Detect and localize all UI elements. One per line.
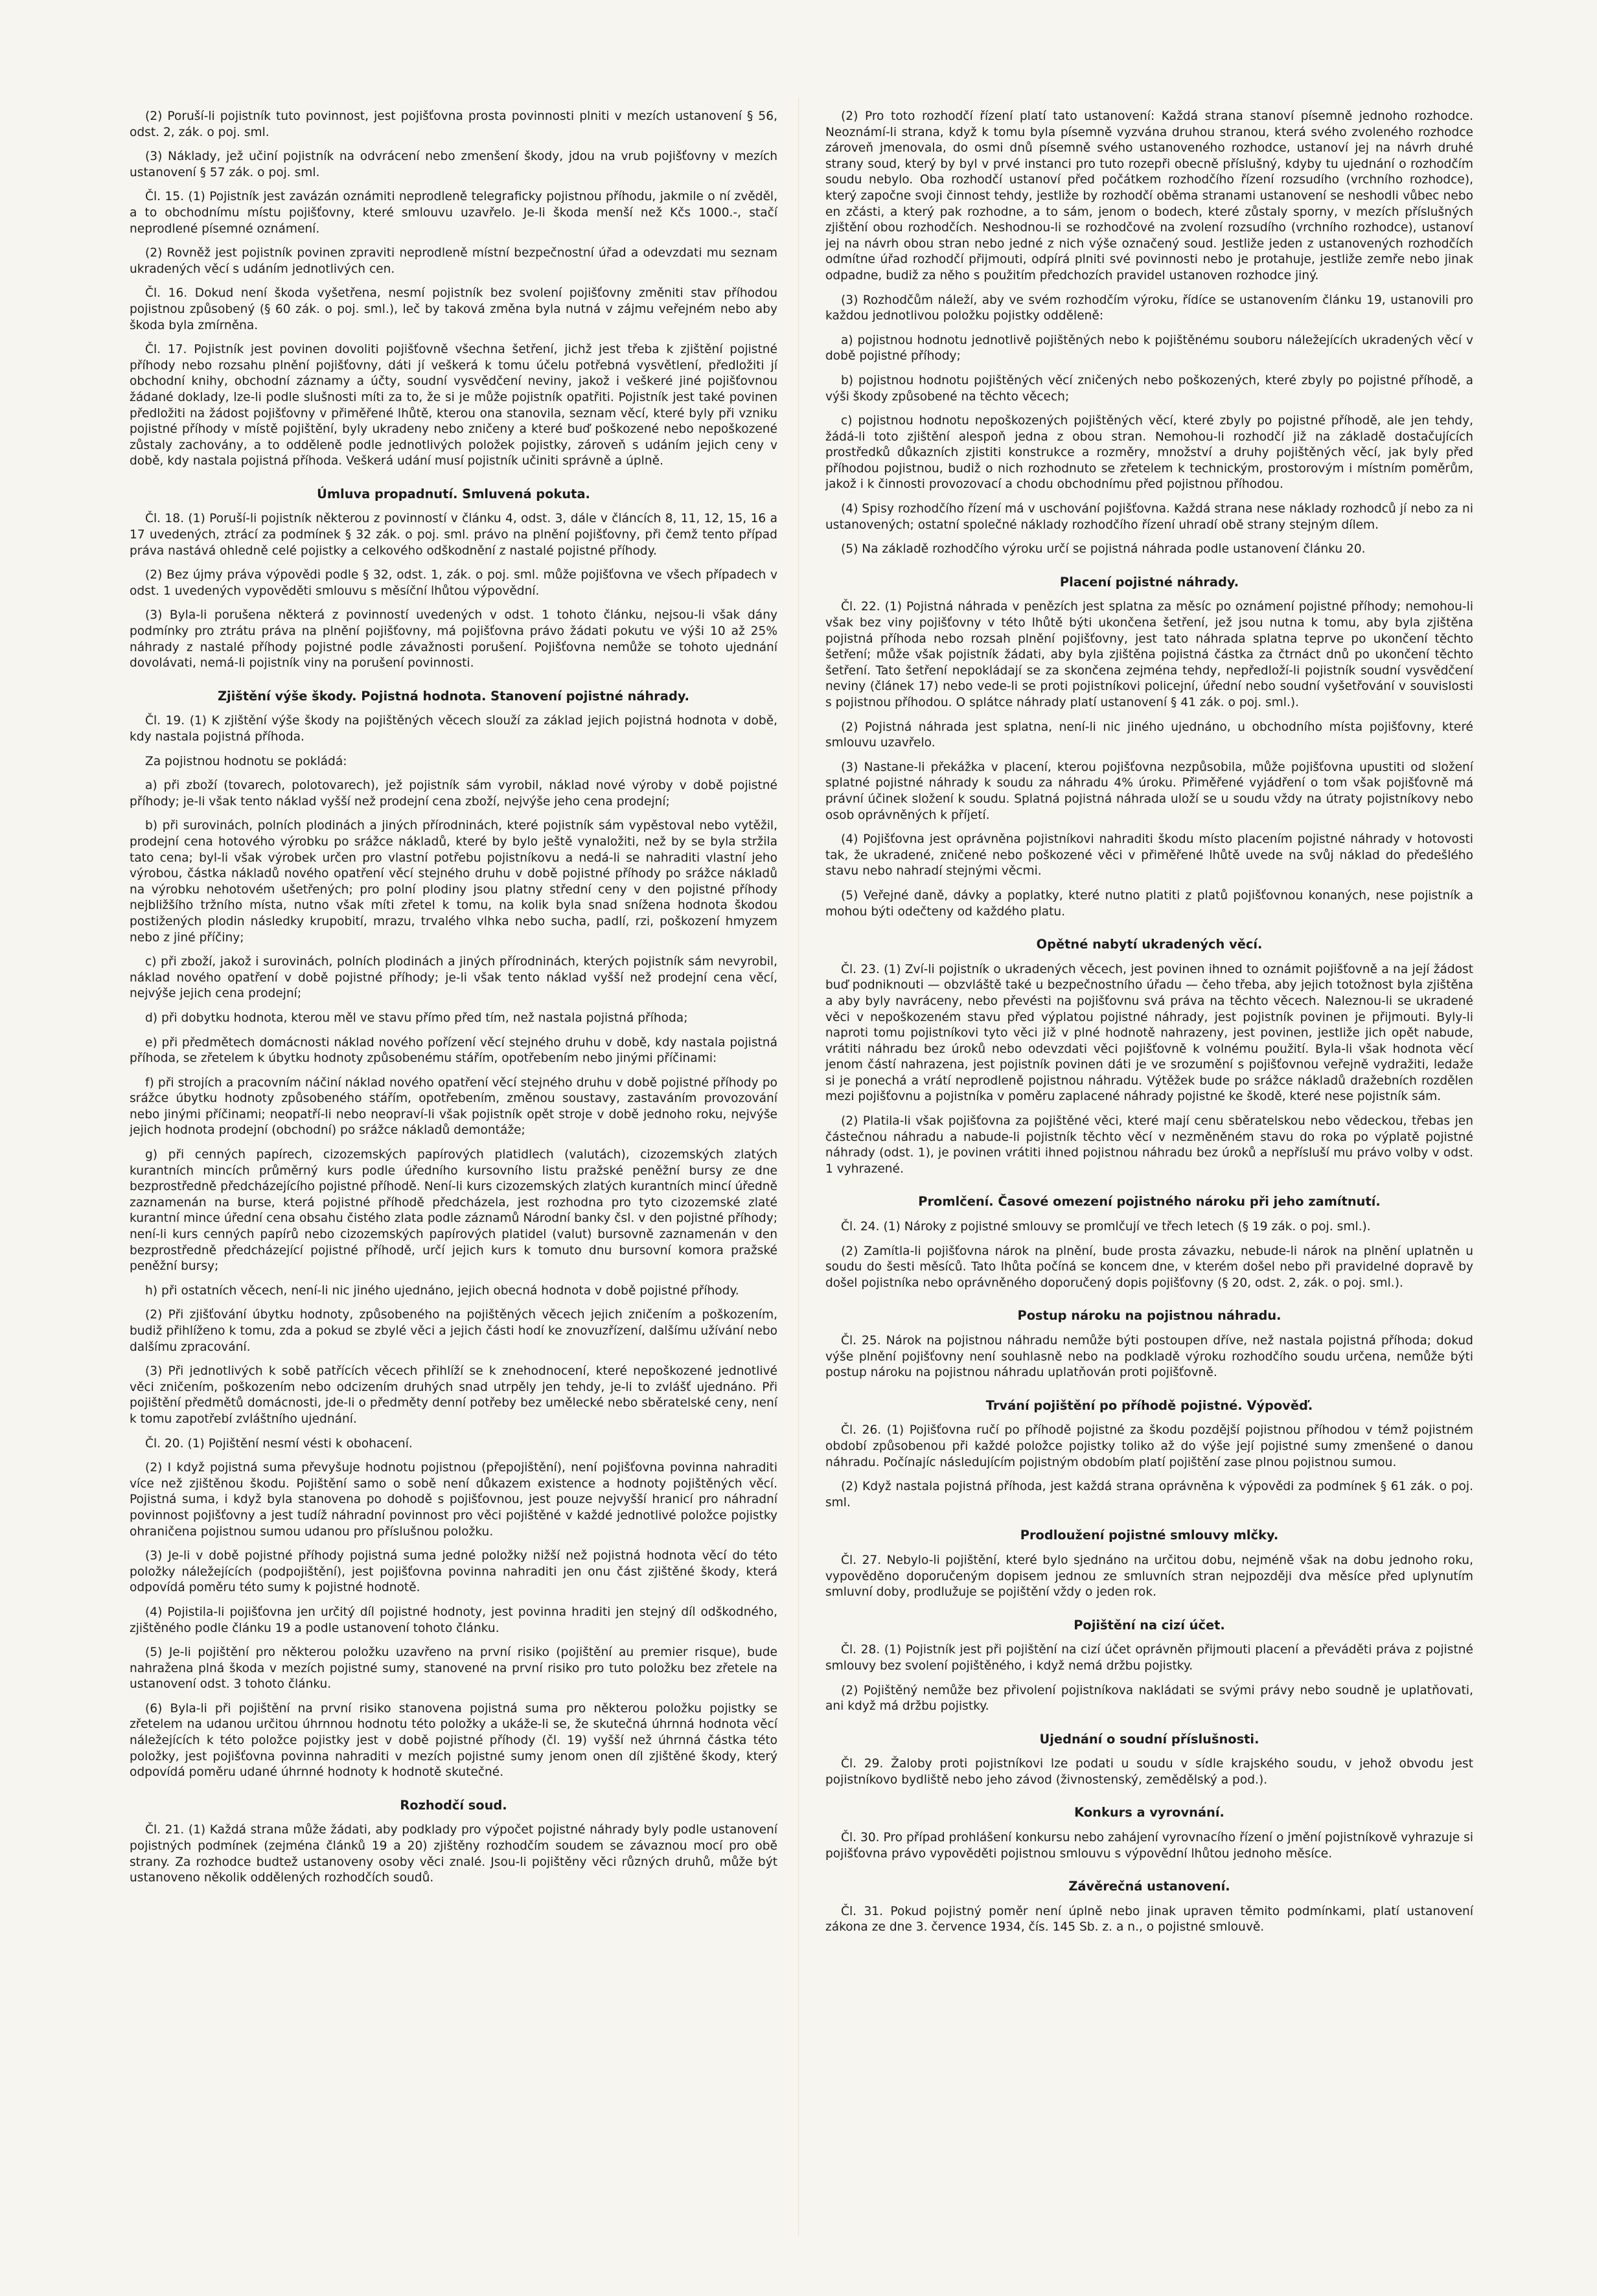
section-heading: Rozhodčí soud. [400,1797,507,1813]
paragraph: Čl. 20. (1) Pojištění nesmí vésti k obohacení. [145,1436,413,1451]
paragraph: e) při předmětech domácnosti náklad nového pořízení věcí stejného druhu v době, kdy nastala pojistná příhoda, se zřetelem k úbytku hodnoty způsobenému stářím, opotřebením nebo jinými příčinami: [130,1035,777,1066]
paragraph: (3) Náklady, jež učiní pojistník na odvrácení nebo zmenšení škody, jdou na vrub pojišťovny v mezích ustanovení § 57 zák. o poj. sml. [130,150,777,179]
paragraph: Čl. 18. (1) Poruší-li pojistník některou z povinností v článku 4, odst. 3, dále v článcích 8, 11, 12, 15, 16 a 17 uvedených, ztrácí za podmínek § 32 zák. o poj. sml. právo na plnění pojišťovny, při čemž tento případ práva nastává ohledně celé pojistky a celkového odškodnění z nastalé pojistné příhody. [130,512,777,558]
paragraph: Čl. 19. (1) K zjištění výše škody na pojištěných věcech slouží za základ jejich pojistná hodnota v době, kdy nastala pojistná příhoda. [130,714,777,744]
paragraph: Čl. 26. (1) Pojišťovna ručí po příhodě pojistné za škodu pozdější pojistnou příhodou v témž pojistném období způsobenou při každé položce pojistky toliko až do výše její pojistné sumy zmenšené o danou náhradu. Počínajíc následujícím pojistným obdobím platí pojištění zase plnou pojistnou sumou. [825,1423,1473,1469]
paragraph: (3) Nastane-li překážka v placení, kterou pojišťovna nezpůsobila, může pojišťovna upustiti od složení splatné pojistné náhrady k soudu za náhradu 4% úroku. Přiměřené vyjádření o tom však pojišťovně má právní účinek složení k soudu. Splatná pojistná náhrada uloží se u soudu vždy na útraty pojistníkovy nebo osob oprávněných k příjetí. [825,760,1473,822]
section-heading: Placení pojistné náhrady. [1059,574,1239,590]
paragraph: Čl. 17. Pojistník jest povinen dovoliti pojišťovně všechna šetření, jichž jest třeba k zjištění pojistné příhody nebo rozsahu plnění pojišťovny, dáti jí veškerá k tomu účelu potřebná vysvětlení, předložiti jí obchodní knihy, obchodní záznamy a účty, soudní vysvědčení neviny, jakož i veškeré jiné pojišťovnou žádané doklady, lze-li podle slušnosti míti za to, že si je může pojistník opatřiti. Pojistník jest také povinen předložiti na žádost pojišťovny v přiměřené lhůtě, kterou ona stanovila, seznam věcí, které byly při vzniku pojistné příhody v místě pojištění, byly ukradeny nebo zničeny a které buď poškozené nebo nepoškozené zůstaly zachovány, a to odděleně podle jednotlivých položek pojistky, zároveň s udáním jejich ceny v době, kdy nastala pojistná příhoda. Veškerá udání musí pojistník učiniti správně a úplně. [130,343,777,468]
section-heading: Zjištění výše škody. Pojistná hodnota. Stanovení pojistné náhrady. [217,688,690,704]
column-divider [798,97,799,2235]
paragraph: (3) Byla-li porušena některá z povinností uvedených v odst. 1 tohoto článku, nejsou-li však dány podmínky pro ztrátu práva na plnění pojišťovny, má pojišťovna právo žádati pokutu ve výši 10 až 25% náhrady z nastalé příhody pojistné podle závažnosti porušení. Pojišťovna nemůže se tohoto ujednání dovolávati, nemá-li pojistník viny na porušení povinnosti. [130,608,777,671]
paragraph: (2) Bez újmy práva výpovědi podle § 32, odst. 1, zák. o poj. sml. může pojišťovna ve všech případech v odst. 1 uvedených vypověděti smlouvu s měsíční lhůtou výpovědní. [130,568,777,598]
paragraph: h) při ostatních věcech, není-li nic jiného ujednáno, jejich obecná hodnota v době pojistné příhody. [145,1283,739,1298]
paragraph: (2) Když nastala pojistná příhoda, jest každá strana oprávněna k výpovědi za podmínek § 61 zák. o poj. sml. [825,1480,1473,1510]
paragraph: (3) Rozhodčům náleží, aby ve svém rozhodčím výroku, řídíce se ustanovením článku 19, ustanovili pro každou jednotlivou položku pojistky odděleně: [825,293,1473,323]
section-heading: Prodloužení pojistné smlouvy mlčky. [1020,1528,1279,1543]
paragraph: b) pojistnou hodnotu pojištěných věcí zničených nebo poškozených, které zbyly po pojistné příhodě, a výši škody způsobené na těchto věcech; [825,373,1473,404]
paragraph: (4) Pojistila-li pojišťovna jen určitý díl pojistné hodnoty, jest povinna hraditi jen stejný díl odškodného, zjištěného podle článku 19 a podle ustanovení tohoto článku. [130,1605,777,1635]
paragraph: (3) Při jednotlivých k sobě patřících věcech přihlíží se k znehodnocení, které nepoškozené jednotlivé věci zničením, poškozením nebo odcizením druhých snad utrpěly jen tehdy, je-li to zvlášť ujednáno. Při pojištění předmětů domácnosti, jde-li o předměty denní potřeby bez umělecké nebo sběratelské ceny, není k tomu zapotřebí zvláštního ujednání. [130,1364,777,1426]
paragraph: (2) Pojištěný nemůže bez přivolení pojistníkova nakládati se svými právy nebo soudně je uplatňovati, ani když má držbu pojistky. [825,1683,1473,1714]
paragraph: (4) Pojišťovna jest oprávněna pojistníkovi nahraditi škodu místo placením pojistné náhrady v hotovosti tak, že ukradené, zničené nebo poškozené věci v přiměřené lhůtě uvede na svůj náklad do předešlého stavu nebo nahradí stejnými věcmi. [825,832,1473,878]
paragraph: (2) Při zjišťování úbytku hodnoty, způsobeného na pojištěných věcech jejich zničením a poškozením, budiž přihlíženo k tomu, zda a pokud se zbylé věci a jejich části hodí ke znovuzřízení, dalšímu užívání nebo dalšímu zpracování. [130,1308,777,1354]
section-heading: Postup nároku na pojistnou náhradu. [1017,1308,1281,1324]
paragraph: Za pojistnou hodnotu se pokládá: [145,754,347,768]
paragraph: (5) Je-li pojištění pro některou položku uzavřeno na první risiko (pojištění au premier risque), bude nahražena plná škoda v mezích pojistné sumy, stanovené na první risiko pro tuto položku bez zřetele na ustanovení odst. 3 tohoto článku. [130,1646,777,1692]
paragraph: Čl. 23. (1) Zví-li pojistník o ukradených věcech, jest povinen ihned to oznámit pojišťovně a na její žádost buď podniknouti — obzvláště také u bezpečnostního úřadu — čeho třeba, aby jejich totožnost byla zjištěna a aby byly navráceny, nebo převésti na pojišťovnu svá práva na těchto věcech. Naleznou-li se ukradené věci v nepoškozeném stavu před výplatou pojistné náhrady, jest pojistník povinen je přijmouti. Byly-li naproti tomu pojistníkovi tyto věci již v plné hodnotě nahrazeny, jest povinen, jestliže jich opět nabude, vrátiti náhradu bez úroků nebo odevzdati věci pojišťovně k volnému použití. Byla-li však hodnota věcí jenom částí nahrazena, jest pojistník povinen dáti je ve srozumění s pojišťovnou veřejně vydražiti, ledaže si je ponechá a vrátí neprodleně pojistnou náhradu. Výtěžek bude po srážce nákladů dražebních rozdělen mezi pojišťovnu a pojistníka v poměru zaplacené náhrady pojistné ke škodě, které nese pojistník sám. [825,962,1473,1104]
left-column [130,109,777,1895]
paragraph: b) při surovinách, polních plodinách a jiných přírodninách, které pojistník sám vypěstoval nebo vytěžil, prodejní cena hotového výrobku po srážce nákladů, které by bylo ještě vynaložiti, než by se byla stržila tato cena; byl-li však výrobek určen pro vlastní potřebu pojistníkovu a nedá-li se nahraditi vlastní jeho výrobou, částka nákladů nového opatření věcí stejného druhu v době pojistné příhody po srážce nákladů na výrobku nehotovém ušetřených; pro polní plodiny jsou platny střední ceny v den pojistné příhody nejbližšího tržního místa, nutno však míti zřetel k tomu, na kolik byla snad snížena hodnota škodou postižených plodin následky krupobití, mrazu, trvalého vlhka nebo sucha, padlí, rzi, poškození hmyzem nebo z jiné příčiny; [130,819,777,945]
paragraph: Čl. 15. (1) Pojistník jest zavázán oznámiti neprodleně telegraficky pojistnou příhodu, jakmile o ní zvěděl, a to obchodnímu místu pojišťovny, které smlouvu uzavřelo. Je-li škoda menší než Kčs 1000.-, stačí neprodlené písemné oznámení. [130,190,777,236]
paragraph: (2) Rovněž jest pojistník povinen zpraviti neprodleně místní bezpečnostní úřad a odevzdati mu seznam ukradených věcí s udáním jednotlivých cen. [130,246,777,276]
paragraph: (4) Spisy rozhodčího řízení má v uschování pojišťovna. Každá strana nese náklady rozhodců jí nebo za ni ustanovených; ostatní společné náklady rozhodčího řízení uhradí obě strany stejným dílem. [825,502,1473,532]
paragraph: (2) I když pojistná suma převyšuje hodnotu pojistnou (přepojištění), není pojišťovna povinna nahraditi více než zjištěnou škodu. Pojištění samo o sobě není důkazem existence a hodnoty pojištěných věcí. Pojistná suma, i když byla stanovena po dohodě s pojišťovnou, jest pouze nejvyšší hranicí pro náhradní povinnost pojišťovny a jest tudíž náhradní povinnost pro věci pojištěné v každé jednotlivé položce pojistky ohraničena pojistnou sumou udanou pro příslušnou položku. [130,1461,777,1539]
paragraph: f) při strojích a pracovním náčiní náklad nového opatření věcí stejného druhu v době pojistné příhody po srážce úbytku hodnoty způsobeného stářím, opotřebením, změnou soustavy, zastaváním provozování nebo jinými příčinami; neopatří-li nebo neopraví-li však pojistník opět stroje v době jednoho roku, nejvýše jejich hodnota prodejní (obchodní) po srážce nákladů demontáže; [130,1075,777,1138]
paragraph: (2) Pro toto rozhodčí řízení platí tato ustanovení: Každá strana stanoví písemně jednoho rozhodce. Neoznámí-li strana, když k tomu byla písemně vyzvána druhou stranou, která svého zvoleného rozhodce zároveň jmenovala, do osmi dnů písemně svého ustanoveného rozhodce, ustanoví jej na návrh druhé strany soud, který by byl v prvé instanci pro tuto rozepři obecně příslušný, kdyby tu ujednání o rozhodčím soudu nebylo. Oba rozhodčí ustanoví před počátkem rozhodčího řízení rozsudího (vrchního rozhodce), který započne svoji činnost tehdy, jestliže by rozhodčí oběma stranami ustanovení se neshodli vůbec nebo en zčásti, a který pak rozhodne, a to sám, jenom o bodech, které zůstaly sporny, v mezích příslušných zjištění obou rozhodčích. Neshodnou-li se rozhodčové na zvolení rozsudího (vrchního rozhodce), ustanoví jej na návrh obou stran nebo jedné z nich výše označený soud. Jestliže jeden z ustanovených rozhodčích odmítne úřad rozhodčí přijmouti, odpírá plniti své povinnosti nebo je protahuje, jestliže zemře nebo jinak odpadne, budiž za něho s použitím předchozích pravidel ustanoven rozhodce jiný. [825,109,1473,282]
paragraph: (3) Je-li v době pojistné příhody pojistná suma jedné položky nižší než pojistná hodnota věcí do této položky náležejících (podpojištění), jest pojišťovna povinna nahraditi jen onu část zjištěné škody, která odpovídá poměru této sumy k pojistné hodnotě. [130,1549,777,1595]
section-heading: Opětné nabytí ukradených věcí. [1036,937,1263,952]
paragraph: Čl. 21. (1) Každá strana může žádati, aby podklady pro výpočet pojistné náhrady byly podle ustanovení pojistných podmínek (zejména článků 19 a 20) zjištěny rozhodčím soudem se závaznou mocí pro obě strany. Za rozhodce budtež ustanoveny osoby věci znalé. Jsou-li pojištěny věci různých druhů, může být ustanoveno několik oddělených rozhodčích soudů. [130,1823,777,1885]
paragraph: Čl. 31. Pokud pojistný poměr není úplně nebo jinak upraven těmito podmínkami, platí ustanovení zákona ze dne 3. července 1934, čís. 145 Sb. z. a n., o pojistné smlouvě. [825,1904,1473,1934]
paragraph: Čl. 25. Nárok na pojistnou náhradu nemůže býti postoupen dříve, než nastala pojistná příhoda; dokud výše plnění pojišťovny není souhlasně nebo na podkladě výroku rozhodčího soudu určena, nemůže býti postup nároku na pojistnou náhradu uplatňován proti pojišťovně. [825,1334,1473,1380]
paragraph: a) pojistnou hodnotu jednotlivě pojištěných nebo k pojištěnému souboru náležejících ukradených věcí v době pojistné příhody; [825,333,1473,363]
paragraph: (2) Poruší-li pojistník tuto povinnost, jest pojišťovna prosta povinnosti plniti v mezích ustanovení § 56, odst. 2, zák. o poj. sml. [130,109,777,139]
paragraph: a) při zboží (tovarech, polotovarech), jež pojistník sám vyrobil, náklad nové výroby v době pojistné příhody; je-li však tento náklad vyšší než prodejní cena zboží, nejvýše jeho cena prodejní; [130,779,777,809]
paragraph: Čl. 24. (1) Nároky z pojistné smlouvy se promlčují ve třech letech (§ 19 zák. o poj. sml.). [841,1220,1371,1234]
paragraph: Čl. 30. Pro případ prohlášení konkursu nebo zahájení vyrovnacího řízení o jmění pojistníkově vyhrazuje si pojišťovna právo vypověděti pojistnou smlouvu s výpovědní lhůtou jednoho měsíce. [825,1831,1473,1861]
paragraph: c) při zboží, jakož i surovinách, polních plodinách a jiných přírodninách, kterých pojistník sám nevyrobil, náklad nového opatření v době pojistné příhody; je-li však tento náklad vyšší než prodejní cena věcí, nejvýše jejich cena prodejní; [130,955,777,1001]
paragraph: Čl. 28. (1) Pojistník jest při pojištění na cizí účet oprávněn přijmouti placení a převáděti práva z pojistné smlouvy bez svolení pojištěného, i když nemá držbu pojistky. [825,1643,1473,1673]
paragraph: (2) Pojistná náhrada jest splatna, není-li nic jiného ujednáno, u obchodního místa pojišťovny, které smlouvu uzavřelo. [825,720,1473,750]
paragraph: d) při dobytku hodnota, kterou měl ve stavu přímo před tím, než nastala pojistná příhoda; [145,1011,688,1025]
paragraph: (2) Platila-li však pojišťovna za pojištěné věci, které mají cenu sběratelskou nebo vědeckou, třebas jen částečnou náhradu a nabude-li pojistník těchto věcí v nezměněném stavu do roka po výplatě pojistné náhrady (odst. 1), je povinen vrátiti ihned pojistnou náhradu bez úroků a nepřísluší mu právo volby v odst. 1 vyhrazené. [825,1114,1473,1176]
section-heading: Promlčení. Časové omezení pojistného nároku při jeho zamítnutí. [918,1194,1381,1210]
section-heading: Trvání pojištění po příhodě pojistné. Výpověď. [985,1397,1313,1413]
paragraph: Čl. 27. Nebylo-li pojištění, které bylo sjednáno na určitou dobu, nejméně však na dobu jednoho roku, vypověděno doporučeným dopisem jednou ze smluvních stran nejpozději dva měsíce před uplynutím smluvní doby, prodlužuje se pojištění vždy o jeden rok. [825,1553,1473,1600]
paragraph: Čl. 22. (1) Pojistná náhrada v penězích jest splatna za měsíc po oznámení pojistné příhody; nemohou-li však bez viny pojišťovny v této lhůtě býti ukončena šetření, jež jsou nutna k tomu, aby byla zjištěna pojistná příhoda nebo rozsah plnění pojišťovny, jest tato náhrada splatna teprve po ukončení těchto šetření; může však pojistník žádati, aby byla zjištěna pojistná částka za čtrnáct dnů po ukončení těchto šetření. Tato šetření nepokládají se za skončena zejména tehdy, nepředloží-li pojistník soudní vysvědčení neviny (článek 17) nebo vede-li se proti pojistníkovi policejní, úřední nebo soudní vyšetřování v souvislosti s pojistnou příhodou. O splátce náhrady platí ustanovení § 41 zák. o poj. sml.). [825,600,1473,709]
paragraph: (5) Na základě rozhodčího výroku určí se pojistná náhrada podle ustanovení článku 20. [841,542,1366,557]
paragraph: (2) Zamítla-li pojišťovna nárok na plnění, bude prosta závazku, nebude-li nárok na plnění uplatněn u soudu do šesti měsíců. Tato lhůta počíná se koncem dne, v kterém došel nebo při pravidelné dopravě by došel pojistníka nebo oprávněného doporučený dopis pojišťovny (§ 20, odst. 2, zák. o poj. sml.). [825,1244,1473,1290]
paragraph: c) pojistnou hodnotu nepoškozených pojištěných věcí, které zbyly po pojistné příhodě, ale jen tehdy, žádá-li toto zjištění alespoň jedna z obou stran. Nemohou-li rozhodčí již na základě dostačujících prostředků důkazních zjistiti konstrukce a rozměry, množství a druhy pojištěných věcí, jak byly před příhodou pojistnou, budiž o nich rozhodnuto se zřetelem k technickým, prostorovým i místním poměrům, jakož i k činnosti provozovací a chodu obchodnímu před pojistnou příhodou. [825,414,1473,492]
section-heading: Závěrečná ustanovení. [1068,1879,1230,1894]
paragraph: (6) Byla-li při pojištění na první risiko stanovena pojistná suma pro některou položku pojistky se zřetelem na udanou určitou úhrnnou hodnotu této položky a ukáže-li se, že skutečná úhrnná hodnota věcí náležejících k této položce pojistky jest v době pojistné příhody (čl. 19) vyšší než úhrnná částka této položky, jest pojišťovna povinna nahraditi v mezích pojistné sumy jenom onen díl zjištěné škody, který odpovídá poměru udané úhrnné hodnoty k hodnotě skutečné. [130,1701,777,1780]
paragraph: g) při cenných papírech, cizozemských papírových platidlech (valutách), cizozemských zlatých kurantních mincích průměrný kurs podle úředního kursovního listu pražské peněžní bursy ze dne bezprostředně předcházejícího pojistné příhodě. Není-li kurs cizozemských zlatých kurantních mincí úředně zaznamenán na burse, která pojistné příhodě předcházela, jest rozhodna pro tyto cizozemské zlaté kurantní mince úřední cena obsahu čistého zlata podle záznamů Národní banky čsl. v den pojistné příhody; není-li kurs cenných papírů nebo cizozemských papírových platidel (valut) bursovně zaznamenán v den bezprostředně předcházející pojistné příhodě, určí jejich kurs k tomuto dnu bursovní komora pražské peněžní bursy; [130,1148,777,1274]
paragraph: Čl. 16. Dokud není škoda vyšetřena, nesmí pojistník bez svolení pojišťovny změniti stav příhodou pojistnou způsobený (§ 60 zák. o poj. sml.), leč by taková změna byla nutná v zájmu veřejném nebo aby škoda byla zmírněna. [130,286,777,332]
right-column [825,109,1473,1944]
paragraph: Čl. 29. Žaloby proti pojistníkovi lze podati u soudu v sídle krajského soudu, v jehož obvodu jest pojistníkovo bydliště nebo jeho závod (živnostenský, zemědělský a pod.). [825,1757,1473,1787]
section-heading: Úmluva propadnutí. Smluvená pokuta. [317,486,590,501]
section-heading: Pojištění na cizí účet. [1074,1617,1225,1633]
paragraph: (5) Veřejné daně, dávky a poplatky, které nutno platiti z platů pojišťovnou konaných, nese pojistník a mohou býti odečteny od každého platu. [825,888,1473,919]
section-heading: Konkurs a vyrovnání. [1074,1805,1224,1820]
section-heading: Ujednání o soudní příslušnosti. [1039,1731,1259,1747]
